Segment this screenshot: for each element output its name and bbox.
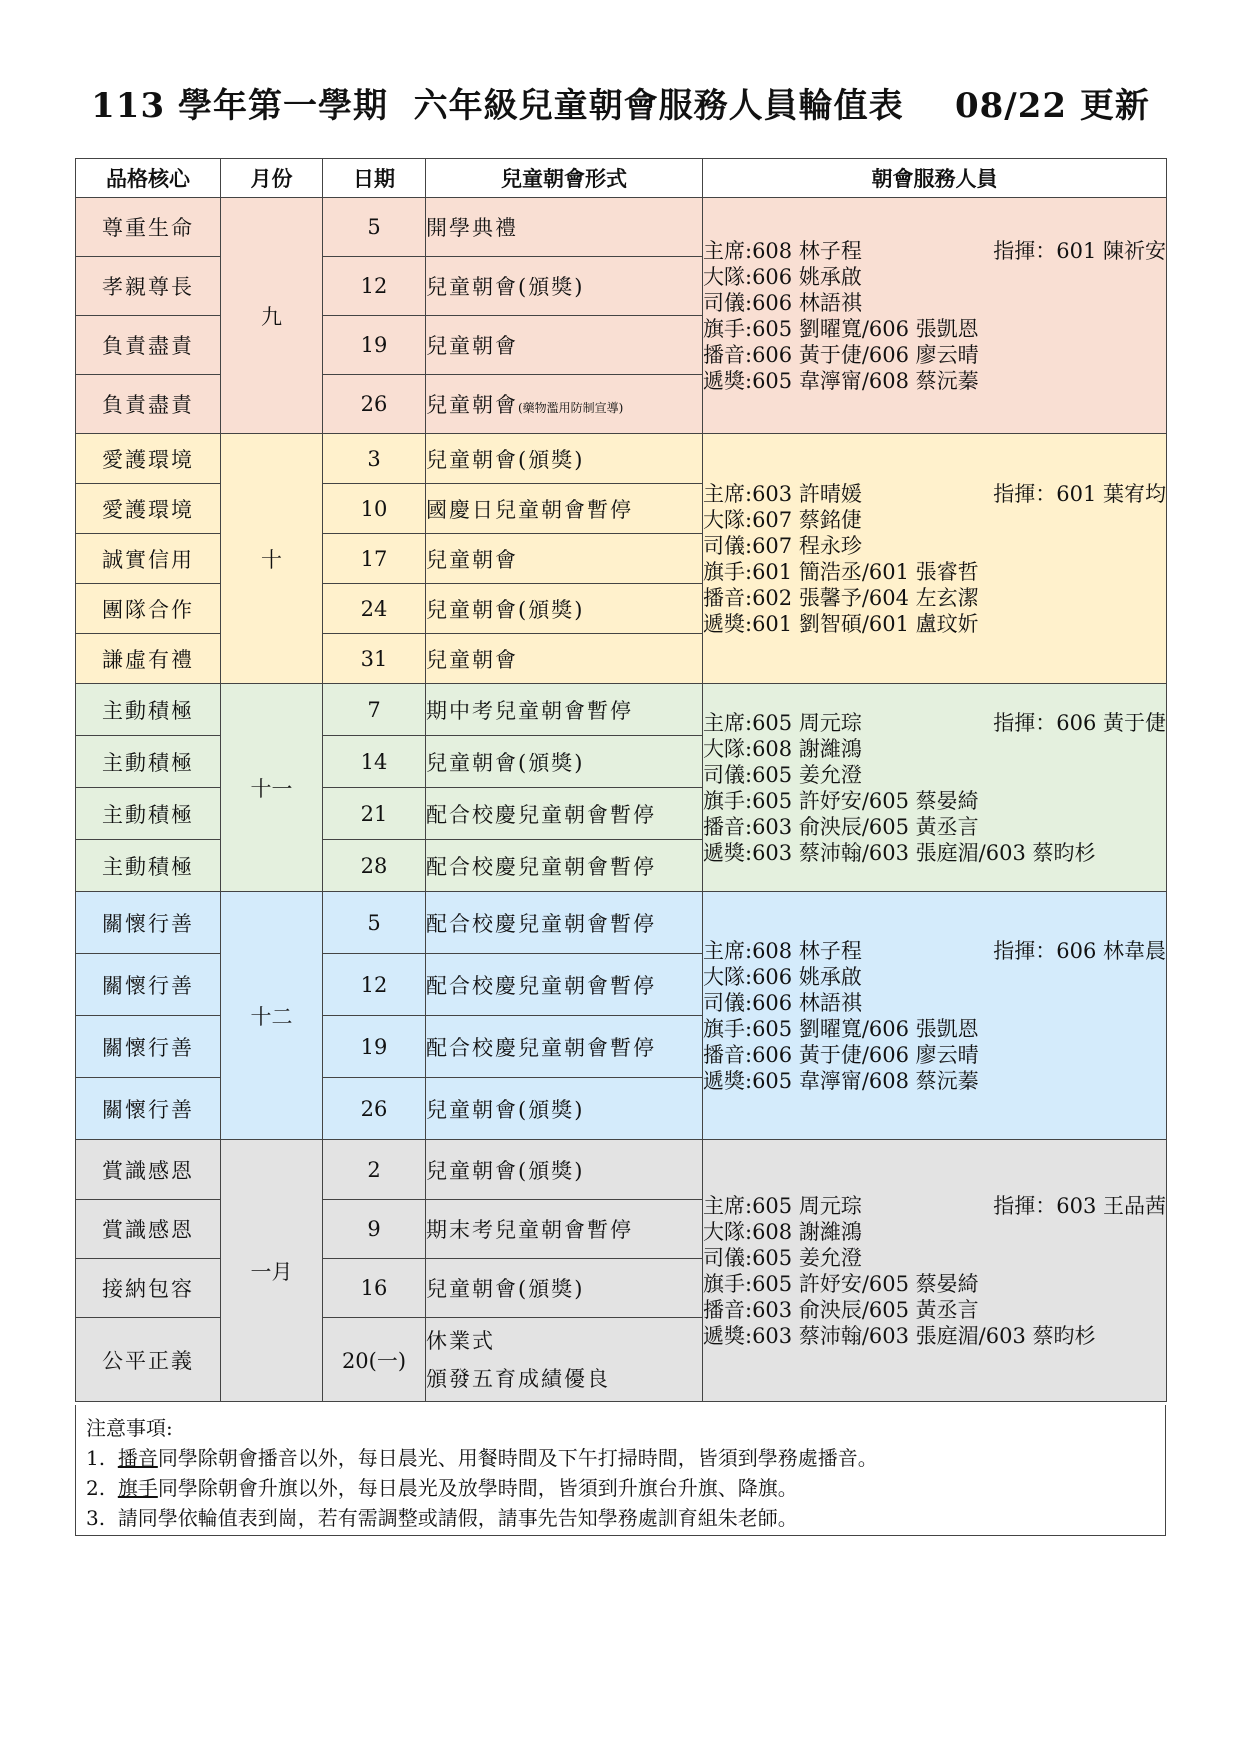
notes-heading: 注意事項: <box>86 1416 173 1440</box>
core-cell: 關懷行善 <box>76 892 221 954</box>
staff-line: 播音:606 黃于倢/606 廖云晴 <box>703 342 979 367</box>
date-cell: 28 <box>323 840 426 892</box>
form-cell: 兒童朝會(頒獎) <box>426 1259 703 1318</box>
staff-chair: 主席:605 周元琮 <box>703 710 862 735</box>
staff-line: 大隊:606 姚承啟 <box>703 964 862 989</box>
staff-line: 旗手:601 簡浩丞/601 張睿哲 <box>703 559 979 584</box>
staff-line: 旗手:605 許妤安/605 蔡晏綺 <box>703 1271 979 1296</box>
note-number: 2. <box>86 1476 106 1500</box>
staff-chair: 主席:608 林子程 <box>703 238 862 263</box>
core-cell: 團隊合作 <box>76 584 221 634</box>
form-cell: 配合校慶兒童朝會暫停 <box>426 1016 703 1078</box>
note-item <box>86 1443 1155 1473</box>
staff-cell <box>703 1140 1167 1402</box>
core-cell: 關懷行善 <box>76 954 221 1016</box>
staff-conductor: 指揮：606 黃于倢 <box>993 710 1166 735</box>
notes-section <box>75 1405 1166 1536</box>
staff-line: 旗手:605 劉曜寬/606 張凱恩 <box>703 1016 979 1041</box>
staff-conductor: 指揮：601 陳祈安 <box>993 238 1166 263</box>
form-cell: 兒童朝會(頒獎) <box>426 257 703 316</box>
date-cell: 17 <box>323 534 426 584</box>
core-cell: 尊重生命 <box>76 198 221 257</box>
staff-cell <box>703 892 1167 1140</box>
date-cell: 12 <box>323 257 426 316</box>
date-cell: 10 <box>323 484 426 534</box>
table-row <box>76 434 1167 484</box>
header-core: 品格核心 <box>76 159 221 198</box>
form-cell: 期末考兒童朝會暫停 <box>426 1200 703 1259</box>
month-cell: 十 <box>221 434 323 684</box>
staff-line: 遞獎:603 蔡沛翰/603 張庭湄/603 蔡昀杉 <box>703 840 1096 865</box>
date-cell: 7 <box>323 684 426 736</box>
note-item <box>86 1503 1155 1533</box>
form-cell: 兒童朝會(頒獎) <box>426 1140 703 1200</box>
core-cell: 愛護環境 <box>76 434 221 484</box>
note-number: 1. <box>86 1446 106 1470</box>
note-text: 請同學依輪值表到崗，若有需調整或請假，請事先告知學務處訓育組朱老師。 <box>117 1506 798 1530</box>
date-cell: 14 <box>323 736 426 788</box>
staff-line: 大隊:608 謝濰鴻 <box>703 1219 862 1244</box>
date-cell: 21 <box>323 788 426 840</box>
date-cell: 19 <box>323 316 426 375</box>
table-row <box>76 198 1167 257</box>
table-row <box>76 1140 1167 1200</box>
staff-line: 遞獎:605 韋濘甯/608 蔡沅蓁 <box>703 368 979 393</box>
form-cell: 配合校慶兒童朝會暫停 <box>426 788 703 840</box>
form-cell: 配合校慶兒童朝會暫停 <box>426 954 703 1016</box>
core-cell: 主動積極 <box>76 684 221 736</box>
staff-chair: 主席:605 周元琮 <box>703 1193 862 1218</box>
form-cell: 國慶日兒童朝會暫停 <box>426 484 703 534</box>
date-cell: 2 <box>323 1140 426 1200</box>
month-cell: 十一 <box>221 684 323 892</box>
staff-line: 播音:603 俞泱辰/605 黃丞言 <box>703 1297 979 1322</box>
staff-line: 司儀:606 林語祺 <box>703 990 862 1015</box>
form-text: 兒童朝會 <box>426 393 518 417</box>
form-text: 休業式 <box>426 1328 495 1353</box>
date-cell: 9 <box>323 1200 426 1259</box>
note-item <box>86 1473 1155 1503</box>
form-cell: 配合校慶兒童朝會暫停 <box>426 892 703 954</box>
form-cell: 兒童朝會 <box>426 534 703 584</box>
staff-line: 遞獎:603 蔡沛翰/603 張庭湄/603 蔡昀杉 <box>703 1323 1096 1348</box>
form-cell: 兒童朝會(頒獎) <box>426 434 703 484</box>
core-cell: 負責盡責 <box>76 316 221 375</box>
form-cell: 配合校慶兒童朝會暫停 <box>426 840 703 892</box>
staff-line: 遞獎:605 韋濘甯/608 蔡沅蓁 <box>703 1068 979 1093</box>
staff-line: 播音:602 張馨予/604 左玄潔 <box>703 585 979 610</box>
core-cell: 負責盡責 <box>76 375 221 434</box>
date-cell: 19 <box>323 1016 426 1078</box>
date-cell: 5 <box>323 892 426 954</box>
staff-line: 旗手:605 許妤安/605 蔡晏綺 <box>703 788 979 813</box>
staff-line: 司儀:605 姜允澄 <box>703 1245 862 1270</box>
staff-chair: 主席:608 林子程 <box>703 938 862 963</box>
core-cell: 賞識感恩 <box>76 1200 221 1259</box>
staff-conductor: 指揮：606 林韋晨 <box>993 938 1166 963</box>
staff-line: 遞獎:601 劉智碩/601 盧玟妡 <box>703 611 979 636</box>
staff-line: 司儀:605 姜允澄 <box>703 762 862 787</box>
header-date: 日期 <box>323 159 426 198</box>
note-keyword: 播音 <box>117 1446 158 1470</box>
core-cell: 賞識感恩 <box>76 1140 221 1200</box>
staff-line: 播音:606 黃于倢/606 廖云晴 <box>703 1042 979 1067</box>
staff-cell <box>703 684 1167 892</box>
form-cell <box>426 375 703 434</box>
month-cell: 一月 <box>221 1140 323 1402</box>
note-text: 同學除朝會升旗以外，每日晨光及放學時間，皆須到升旗台升旗、降旗。 <box>157 1476 798 1500</box>
core-cell: 接納包容 <box>76 1259 221 1318</box>
staff-cell <box>703 434 1167 684</box>
staff-line: 司儀:606 林語祺 <box>703 290 862 315</box>
core-cell: 主動積極 <box>76 788 221 840</box>
form-cell: 兒童朝會 <box>426 634 703 684</box>
date-cell: 26 <box>323 375 426 434</box>
note-keyword: 旗手 <box>117 1476 158 1500</box>
form-cell: 兒童朝會 <box>426 316 703 375</box>
month-cell: 九 <box>221 198 323 434</box>
staff-line: 大隊:608 謝濰鴻 <box>703 736 862 761</box>
core-cell: 主動積極 <box>76 840 221 892</box>
header-month: 月份 <box>221 159 323 198</box>
note-number: 3. <box>86 1506 106 1530</box>
staff-conductor: 指揮：601 葉宥均 <box>993 481 1166 506</box>
date-cell: 20(一) <box>323 1318 426 1402</box>
date-cell: 24 <box>323 584 426 634</box>
table-row <box>76 684 1167 736</box>
form-cell <box>426 1318 703 1402</box>
date-cell: 3 <box>323 434 426 484</box>
staff-line: 大隊:607 蔡銘倢 <box>703 507 862 532</box>
duty-roster-table <box>75 158 1167 1402</box>
form-cell: 期中考兒童朝會暫停 <box>426 684 703 736</box>
staff-chair: 主席:603 許晴媛 <box>703 481 862 506</box>
staff-line: 播音:603 俞泱辰/605 黃丞言 <box>703 814 979 839</box>
date-cell: 5 <box>323 198 426 257</box>
table-row <box>76 892 1167 954</box>
staff-conductor: 指揮：603 王品茜 <box>993 1193 1166 1218</box>
core-cell: 孝親尊長 <box>76 257 221 316</box>
date-cell: 26 <box>323 1078 426 1140</box>
header-staff: 朝會服務人員 <box>703 159 1167 198</box>
staff-line: 旗手:605 劉曜寬/606 張凱恩 <box>703 316 979 341</box>
table-header-row <box>76 159 1167 198</box>
core-cell: 誠實信用 <box>76 534 221 584</box>
core-cell: 公平正義 <box>76 1318 221 1402</box>
form-cell: 開學典禮 <box>426 198 703 257</box>
form-text-2: 頒發五育成績優良 <box>426 1366 610 1391</box>
core-cell: 主動積極 <box>76 736 221 788</box>
date-cell: 16 <box>323 1259 426 1318</box>
core-cell: 愛護環境 <box>76 484 221 534</box>
note-text: 同學除朝會播音以外，每日晨光、用餐時間及下午打掃時間，皆須到學務處播音。 <box>157 1446 878 1470</box>
core-cell: 關懷行善 <box>76 1016 221 1078</box>
form-note: (藥物濫用防制宣導) <box>518 401 624 415</box>
form-cell: 兒童朝會(頒獎) <box>426 1078 703 1140</box>
page-title: 113 學年第一學期 六年級兒童朝會服務人員輪值表 08/22 更新 <box>91 86 1150 126</box>
header-form: 兒童朝會形式 <box>426 159 703 198</box>
staff-line: 大隊:606 姚承啟 <box>703 264 862 289</box>
staff-line: 司儀:607 程永珍 <box>703 533 862 558</box>
form-cell: 兒童朝會(頒獎) <box>426 584 703 634</box>
date-cell: 31 <box>323 634 426 684</box>
core-cell: 關懷行善 <box>76 1078 221 1140</box>
date-cell: 12 <box>323 954 426 1016</box>
month-cell: 十二 <box>221 892 323 1140</box>
core-cell: 謙虛有禮 <box>76 634 221 684</box>
staff-cell <box>703 198 1167 434</box>
form-cell: 兒童朝會(頒獎) <box>426 736 703 788</box>
